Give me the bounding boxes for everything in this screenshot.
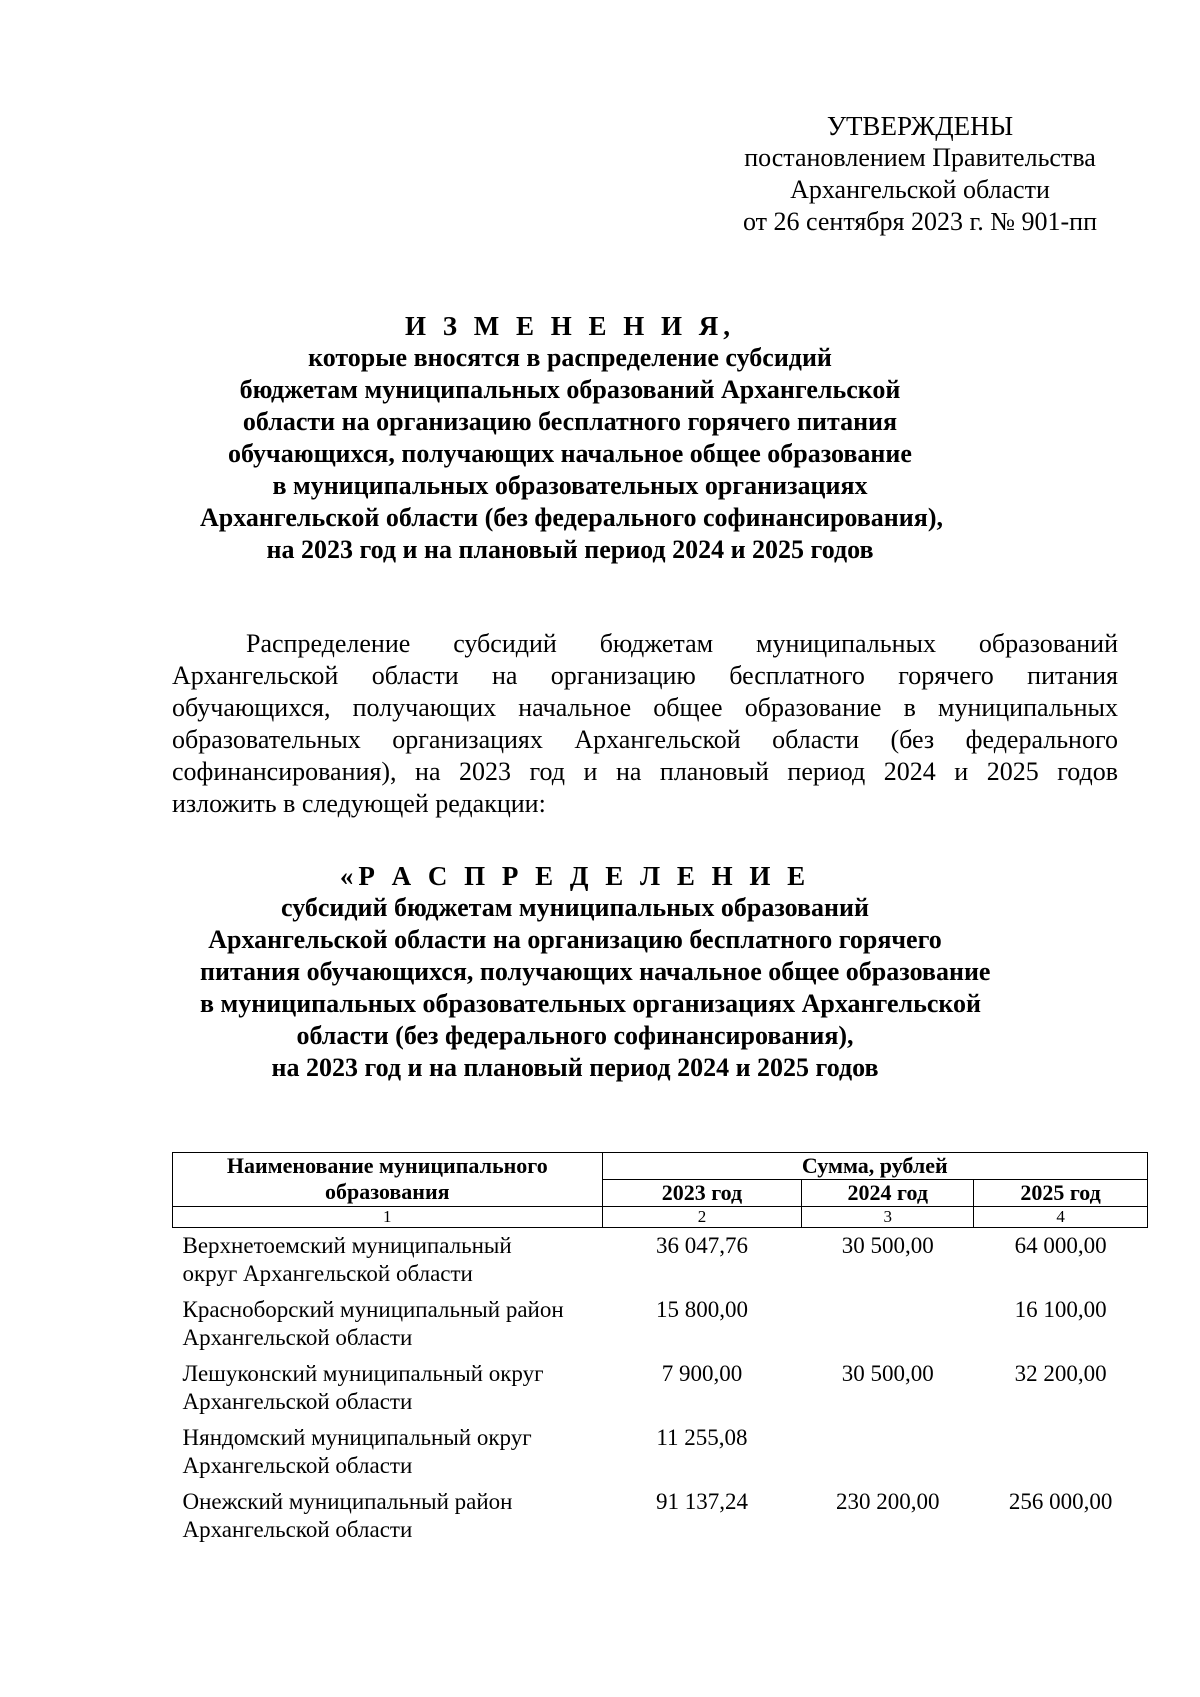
name-line: Верхнетоемский муниципальный <box>182 1233 512 1258</box>
name-line: Архангельской области <box>182 1517 413 1542</box>
header-name-line: образования <box>325 1179 450 1204</box>
distribution-heading: «Р А С П Р Е Д Е Л Е Н И Е <box>339 861 811 891</box>
changes-title-line: Архангельской области (без федерального софинансирования), <box>200 503 943 532</box>
changes-title-line: обучающихся, получающих начальное общее образование <box>228 439 912 468</box>
paragraph-line: Архангельской области на организацию бесплатного горячего питания <box>172 661 1118 690</box>
header-name-cell <box>173 1153 603 1207</box>
approval-line: Архангельской области <box>790 175 1050 204</box>
column-number: 2 <box>602 1207 802 1228</box>
distribution-title-line: на 2023 год и на плановый период 2024 и 2025 годов <box>271 1053 879 1082</box>
distribution-title-line: в муниципальных образовательных организациях Архангельской <box>200 989 981 1018</box>
municipality-name <box>173 1484 603 1548</box>
changes-title-line: области на организацию бесплатного горячего питания <box>242 407 898 436</box>
distribution-title-line: Архангельской области на организацию бесплатного горячего <box>208 925 942 954</box>
table-row <box>173 1484 1148 1548</box>
name-line: Няндомский муниципальный округ <box>182 1425 532 1450</box>
value-2024 <box>802 1420 974 1484</box>
name-line: Лешуконский муниципальный округ <box>182 1361 544 1386</box>
value-2023: 11 255,08 <box>656 1425 748 1450</box>
name-line: Архангельской области <box>182 1325 413 1350</box>
changes-title-line: на 2023 год и на плановый период 2024 и 2025 годов <box>266 535 874 564</box>
approval-date: от 26 сентября 2023 г. № 901-пп <box>742 207 1098 236</box>
value-2023: 91 137,24 <box>655 1489 748 1514</box>
header-year-2024: 2024 год <box>802 1180 974 1207</box>
value-2025 <box>974 1420 1148 1484</box>
column-number: 3 <box>802 1207 974 1228</box>
changes-title-line: в муниципальных образовательных организациях <box>272 471 868 500</box>
municipality-name <box>173 1356 603 1420</box>
approval-line: постановлением Правительства <box>744 143 1096 172</box>
value-2024: 30 500,00 <box>841 1361 934 1386</box>
paragraph-line: софинансирования), на 2023 год и на плановый период 2024 и 2025 годов <box>172 757 1118 786</box>
approval-title: УТВЕРЖДЕНЫ <box>826 111 1014 141</box>
header-year-2025: 2025 год <box>974 1180 1148 1207</box>
paragraph-line: образовательных организациях Архангельской области (без федерального <box>172 725 1118 754</box>
municipality-name <box>173 1420 603 1484</box>
value-2025: 64 000,00 <box>1014 1233 1107 1258</box>
municipality-name <box>173 1292 603 1356</box>
body-paragraph <box>172 628 1118 820</box>
value-2023: 15 800,00 <box>655 1297 748 1322</box>
name-line: Архангельской области <box>182 1389 413 1414</box>
column-number: 1 <box>173 1207 603 1228</box>
distribution-title-line: питания обучающихся, получающих начальное общее образование <box>200 957 991 986</box>
paragraph-line: изложить в следующей редакции: <box>172 789 546 818</box>
changes-heading: И З М Е Н Е Н И Я, <box>404 311 735 341</box>
value-2025: 256 000,00 <box>1008 1489 1113 1514</box>
distribution-title-line: области (без федерального софинансирования), <box>296 1021 854 1050</box>
header-sum-cell: Сумма, рублей <box>602 1153 1147 1180</box>
value-2024: 230 200,00 <box>836 1489 940 1514</box>
paragraph-line: Распределение субсидий бюджетам муниципальных образований <box>246 629 1118 658</box>
changes-title-line: бюджетам муниципальных образований Архангельской <box>239 375 901 404</box>
table-header-row <box>173 1153 1148 1180</box>
approval-stamp <box>700 110 1140 238</box>
value-2025: 32 200,00 <box>1014 1361 1107 1386</box>
name-line: округ Архангельской области <box>182 1261 473 1286</box>
value-2023: 7 900,00 <box>661 1361 743 1386</box>
header-year-2023: 2023 год <box>602 1180 802 1207</box>
table-row <box>173 1228 1148 1293</box>
column-number: 4 <box>974 1207 1148 1228</box>
value-2025: 16 100,00 <box>1014 1297 1107 1322</box>
column-numbers-row <box>173 1207 1148 1228</box>
value-2023: 36 047,76 <box>655 1233 748 1258</box>
distribution-table <box>172 1152 1148 1548</box>
changes-title-line: которые вносятся в распределение субсидий <box>308 343 832 372</box>
table-row <box>173 1292 1148 1356</box>
header-name-line: Наименование муниципального <box>226 1153 548 1178</box>
distribution-title <box>200 860 991 1084</box>
changes-title <box>200 310 943 566</box>
name-line: Архангельской области <box>182 1453 413 1478</box>
value-2024: 30 500,00 <box>841 1233 934 1258</box>
table-row <box>173 1420 1148 1484</box>
municipality-name <box>173 1228 603 1293</box>
distribution-title-line: субсидий бюджетам муниципальных образований <box>281 893 869 922</box>
paragraph-line: обучающихся, получающих начальное общее образование в муниципальных <box>172 693 1118 722</box>
name-line: Красноборский муниципальный район <box>182 1297 564 1322</box>
name-line: Онежский муниципальный район <box>182 1489 513 1514</box>
value-2024 <box>802 1292 974 1356</box>
table-row <box>173 1356 1148 1420</box>
